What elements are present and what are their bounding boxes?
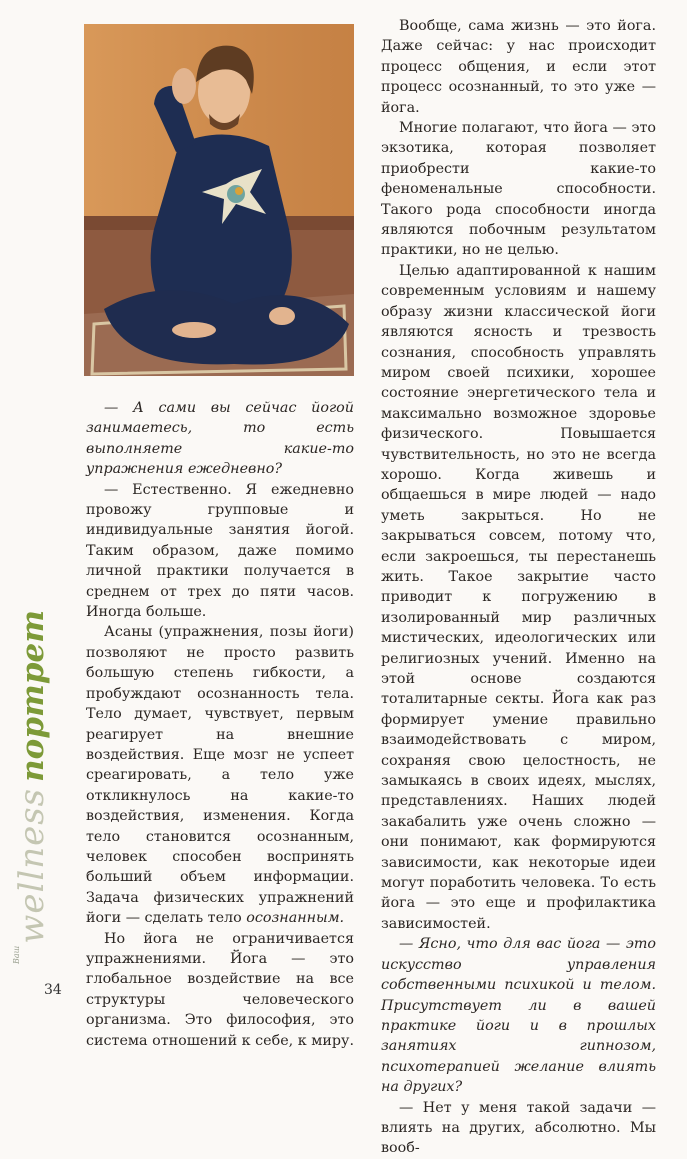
section-title: портрет <box>15 609 51 782</box>
body-paragraph: Целью адаптированной к нашим современным условиям и нашему образу жизни классической йоги являются ясность и трезвость сознания, способность управлять миром своей психики, хорошее состояние энергетического тела и максимально возможное здоровье физического. Повышается чувствительность, но это не всегда хорошо. Когда живешь и общаешься в мире людей — надо уметь закрыться. Но не закрываться совсем, потому что, если закроешься, ты перестанешь жить. Такое закрытие часто приводит к погружению в изолированный мир различных мистических, идеологических или религиозных учений. Именно на этой основе создаются тоталитарные секты. Йога как раз формирует умение правильно взаимодействовать с миром, сохраняя свою целостность, не замыкаясь в своих идеях, мыслях, представлениях. Наших людей закабалить уже очень сложно — они понимают, как формируются зависимости, как некоторые идеи могут поработить человека. То есть йога — это еще и профилактика зависимостей. <box>381 262 656 932</box>
body-paragraph <box>86 622 354 928</box>
question-paragraph: — А сами вы сейчас йогой занимаетесь, то есть выполняете какие-то упражнения ежедневно? <box>86 400 354 478</box>
left-column <box>86 398 354 1051</box>
magazine-logo: wellness <box>12 787 52 944</box>
body-paragraph: Вообще, сама жизнь — это йога. Даже сейчас: у нас происходит процесс общения, и если этот процесс осознанный, то это уже — йога. <box>381 18 656 116</box>
right-column <box>381 16 656 1159</box>
answer-paragraph: — Нет у меня такой задачи — влиять на других, абсолютно. Мы вооб- <box>381 1099 656 1157</box>
body-paragraph: Но йога не ограничивается упражнениями. Йога — это глобальное воздействие на все структуры человеческого организма. Это философия, это система отношений к себе, к миру. <box>86 930 354 1049</box>
question-paragraph: — Ясно, что для вас йога — это искусство управления собственными психикой и телом. Присутствует ли в вашей практике йоги и в прошлых занятиях гипнозом, психотерапией желание влиять на других? <box>381 936 656 1096</box>
answer-paragraph: — Естественно. Я ежедневно провожу групповые и индивидуальные занятия йогой. Таким образом, даже помимо личной практики получается в среднем от трех до пяти часов. Иногда больше. <box>86 481 354 621</box>
brand-prefix: Ваш <box>12 945 21 964</box>
section-label <box>10 609 70 964</box>
emphasis-text: осознанным. <box>246 910 345 927</box>
body-text: Асаны (упражнения, позы йоги) позволяют не просто развить большую степень гибкости, а пробуждают осознанность тела. Тело думает, чувствует, первым реагирует на внешние воздействия. Еще мозг не успеет среагировать, а тело уже откликнулось на какие-то воздействия, изменения. Когда тело становится осознанным, человек способен воспринять больший объем информации. Задача физических упражнений йоги — сделать тело <box>86 624 354 927</box>
body-paragraph: Многие полагают, что йога — это экзотика, которая позволяет приобрести какие-то феноменальные способности. Такого рода способности иногда являются побочным результатом практики, но не целью. <box>381 120 656 259</box>
page-number: 34 <box>44 982 62 998</box>
yoga-photo <box>84 24 354 376</box>
